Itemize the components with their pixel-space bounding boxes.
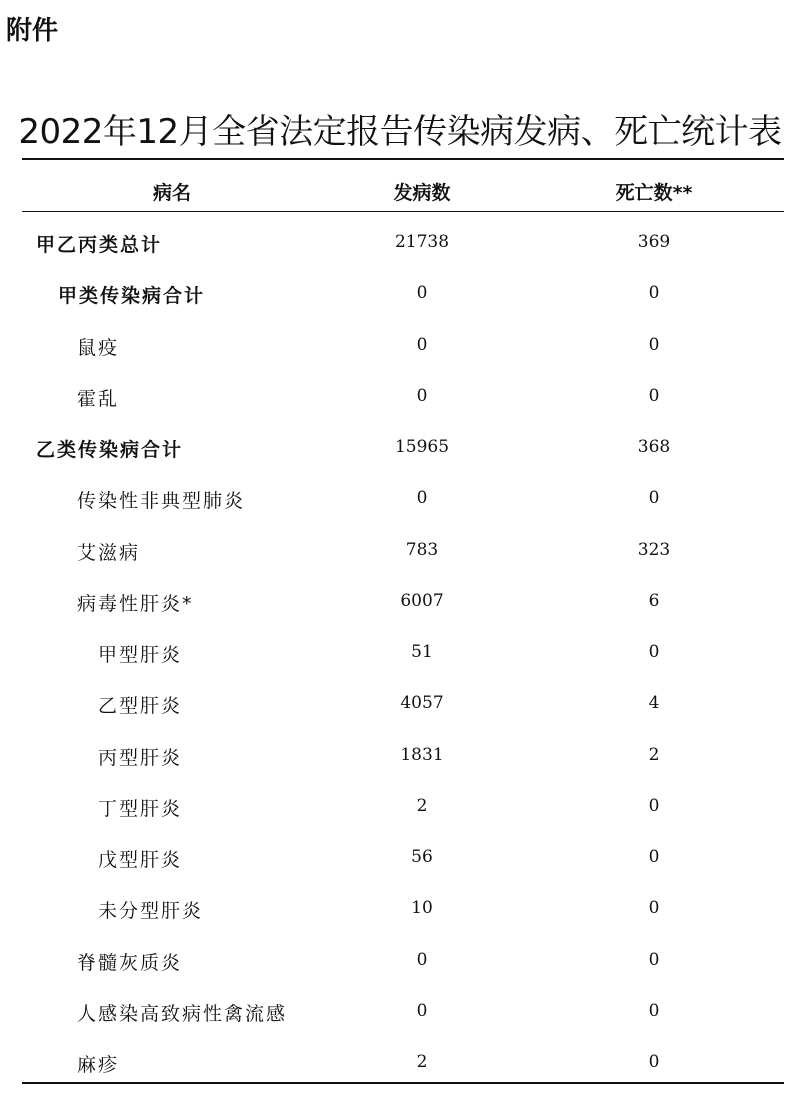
row-deaths: 0: [648, 847, 660, 867]
row-disease-name: 未分型肝炎: [98, 900, 204, 923]
table-body: [0, 220, 800, 1091]
row-disease-name: 艾滋病: [77, 541, 141, 564]
table-row: [0, 733, 800, 784]
table-row: [0, 681, 800, 732]
row-deaths: 2: [648, 744, 660, 765]
table-row: [0, 425, 800, 476]
row-disease-name: 麻疹: [77, 1054, 120, 1076]
column-header-deaths: 死亡数**: [615, 182, 693, 204]
column-header-disease: 病名: [152, 182, 192, 204]
table-row: [0, 220, 800, 271]
row-disease-name: 丁型肝炎: [98, 797, 183, 820]
row-disease-name: 脊髓灰质炎: [77, 951, 183, 974]
table-row: [0, 323, 800, 374]
row-cases: 0: [416, 949, 428, 970]
row-deaths: 0: [648, 334, 660, 355]
row-disease-name: 乙类传染病合计: [36, 439, 184, 461]
table-header: [0, 178, 800, 208]
row-disease-name: 人感染高致病性禽流感: [77, 1002, 288, 1025]
table-row: [0, 374, 800, 425]
row-cases: 6007: [400, 590, 444, 611]
row-cases: 15965: [394, 437, 450, 457]
row-disease-name: 丙型肝炎: [98, 746, 183, 769]
table-title: 2022年12月全省法定报告传染病发病、死亡统计表: [18, 112, 782, 152]
table-row: [0, 528, 800, 579]
column-header-cases: 发病数: [393, 182, 451, 204]
row-deaths: 0: [648, 283, 660, 304]
table-top-rule: [22, 158, 784, 160]
table-header-rule: [22, 211, 784, 212]
row-deaths: 369: [637, 232, 671, 252]
row-cases: 0: [416, 385, 428, 406]
row-cases: 2: [416, 1052, 428, 1072]
table-row: [0, 989, 800, 1040]
row-cases: 0: [416, 488, 428, 509]
row-cases: 1831: [400, 744, 444, 765]
table-row: [0, 835, 800, 886]
table-row: [0, 579, 800, 630]
row-cases: 2: [416, 795, 428, 816]
table-row: [0, 886, 800, 937]
row-cases: 51: [411, 642, 433, 662]
row-disease-name: 霍乱: [77, 387, 120, 410]
row-disease-name: 甲类传染病合计: [58, 285, 206, 308]
row-cases: 0: [416, 1000, 428, 1021]
row-deaths: 323: [637, 539, 671, 560]
row-deaths: 0: [648, 949, 660, 970]
row-deaths: 0: [648, 898, 660, 919]
row-deaths: 0: [648, 642, 660, 662]
row-deaths: 0: [648, 488, 660, 509]
row-cases: 56: [411, 847, 433, 867]
attachment-label: 附件: [6, 16, 59, 46]
row-deaths: 0: [648, 385, 660, 406]
row-deaths: 0: [648, 1052, 660, 1072]
row-cases: 0: [416, 283, 428, 304]
table-bottom-rule: [22, 1082, 784, 1084]
row-disease-name: 甲型肝炎: [98, 644, 183, 666]
row-cases: 0: [416, 334, 428, 355]
row-disease-name: 甲乙丙类总计: [36, 234, 163, 256]
row-deaths: 4: [648, 693, 660, 714]
row-disease-name: 传染性非典型肺炎: [77, 490, 246, 513]
row-cases: 4057: [400, 693, 444, 714]
row-disease-name: 鼠疫: [77, 336, 120, 359]
table-row: [0, 271, 800, 322]
table-row: [0, 630, 800, 681]
table-row: [0, 938, 800, 989]
row-cases: 783: [405, 539, 439, 560]
row-disease-name: 乙型肝炎: [98, 695, 183, 718]
row-disease-name: 病毒性肝炎*: [77, 592, 194, 615]
row-cases: 10: [411, 898, 433, 919]
row-deaths: 0: [648, 1000, 660, 1021]
row-cases: 21738: [394, 232, 450, 252]
row-deaths: 368: [637, 437, 671, 457]
table-row: [0, 784, 800, 835]
row-deaths: 0: [648, 795, 660, 816]
row-deaths: 6: [648, 590, 660, 611]
row-disease-name: 戊型肝炎: [98, 849, 183, 871]
table-row: [0, 476, 800, 527]
